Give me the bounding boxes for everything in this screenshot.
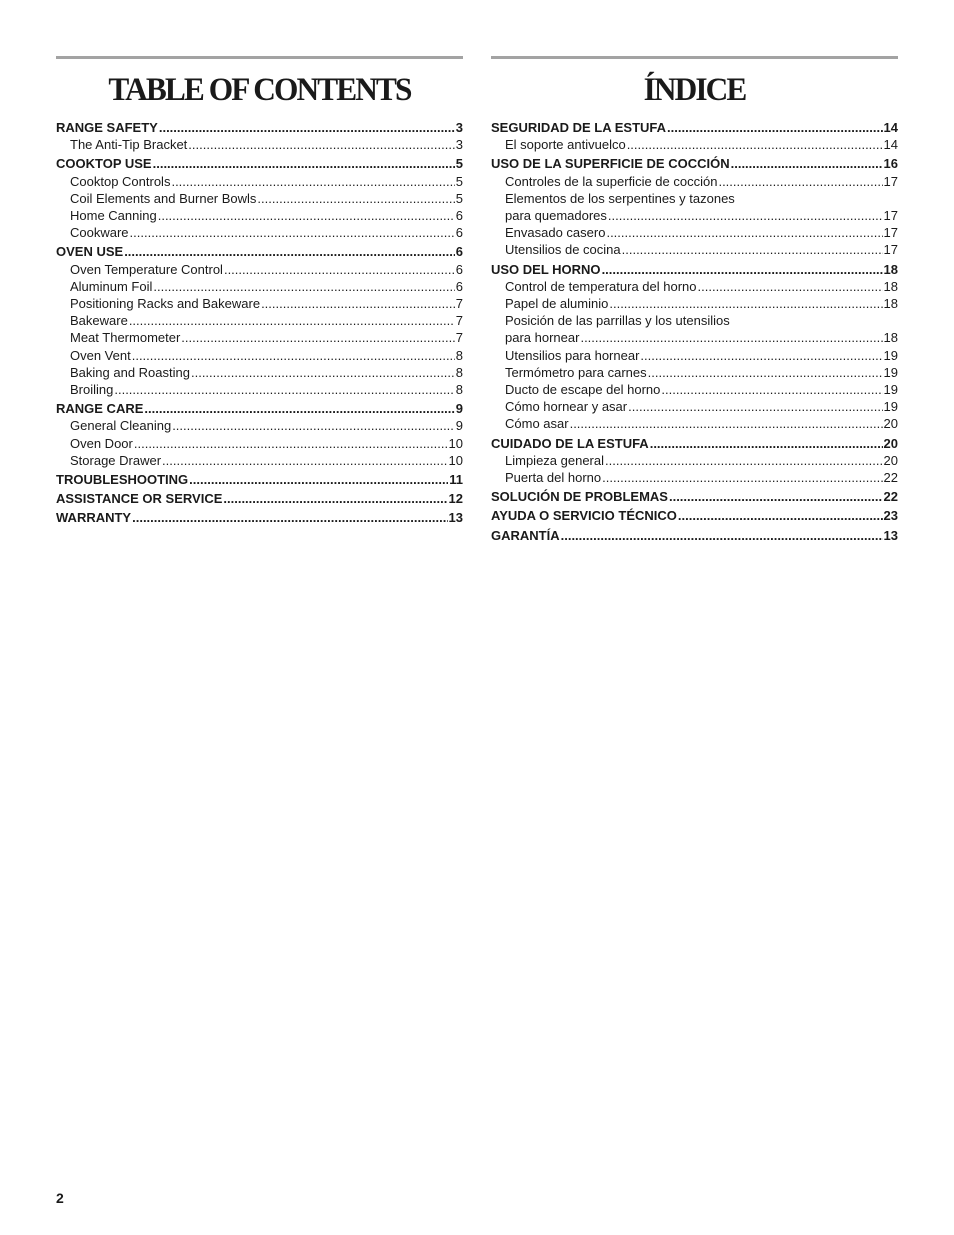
- entry-label: Oven Door: [70, 435, 133, 451]
- entry-page-number: 6: [455, 225, 463, 241]
- dot-leader: [640, 347, 882, 364]
- dot-leader: [561, 527, 883, 544]
- entry-label: Papel de aluminio: [505, 296, 609, 312]
- toc-subsection-entry[interactable]: [56, 207, 463, 224]
- toc-section-entry[interactable]: [56, 471, 463, 488]
- entry-page-number: 19: [883, 364, 898, 380]
- entry-label: Cómo hornear y asar: [505, 399, 628, 415]
- toc-subsection-entry[interactable]: [56, 435, 463, 452]
- toc-entry-label-line: Elementos de los serpentines y tazones: [505, 190, 735, 206]
- entry-label: para hornear: [505, 330, 580, 346]
- dot-leader: [144, 400, 454, 417]
- dot-leader: [171, 173, 454, 190]
- dot-leader: [129, 312, 455, 329]
- entry-page-number: 6: [455, 244, 463, 260]
- entry-label: Cookware: [70, 225, 129, 241]
- entry-label: SOLUCIÓN DE PROBLEMAS: [491, 489, 668, 505]
- toc-subsection-entry[interactable]: [491, 398, 898, 415]
- toc-section-entry[interactable]: [56, 243, 463, 260]
- dot-leader: [114, 381, 454, 398]
- dot-leader: [602, 261, 883, 278]
- entry-label: Oven Temperature Control: [70, 261, 223, 277]
- page-number: 2: [56, 1190, 64, 1206]
- entry-page-number: 13: [883, 527, 898, 543]
- entry-page-number: 6: [455, 278, 463, 294]
- entry-page-number: 5: [455, 190, 463, 206]
- entry-page-number: 11: [449, 472, 463, 488]
- entry-label: Limpieza general: [505, 452, 605, 468]
- entry-label: Positioning Racks and Bakeware: [70, 296, 261, 312]
- toc-english: [56, 56, 463, 527]
- toc-subsection-entry[interactable]: [491, 469, 898, 486]
- toc-subsection-entry[interactable]: [56, 329, 463, 346]
- toc-subsection-entry[interactable]: [56, 278, 463, 295]
- entry-page-number: 18: [883, 330, 898, 346]
- entry-page-number: 17: [883, 173, 898, 189]
- toc-entry-label-line: Posición de las parrillas y los utensilios: [505, 313, 730, 329]
- entry-page-number: 10: [448, 452, 463, 468]
- entry-label: Cómo asar: [505, 416, 569, 432]
- dot-leader: [678, 507, 883, 524]
- dot-leader: [718, 173, 882, 190]
- toc-subsection-entry[interactable]: [56, 312, 463, 329]
- dot-leader: [153, 155, 455, 172]
- toc-subsection-entry[interactable]: [56, 417, 463, 434]
- entry-label: RANGE SAFETY: [56, 120, 158, 135]
- entry-label: RANGE CARE: [56, 401, 144, 417]
- dot-leader: [153, 278, 454, 295]
- dot-leader: [608, 207, 883, 224]
- toc-section-entry[interactable]: [56, 400, 463, 417]
- toc-subsection-entry[interactable]: [491, 224, 898, 241]
- entry-label: The Anti-Tip Bracket: [70, 137, 188, 153]
- entry-page-number: 17: [883, 208, 898, 224]
- dot-leader: [669, 488, 883, 505]
- dot-leader: [158, 207, 455, 224]
- entry-label: SEGURIDAD DE LA ESTUFA: [491, 120, 667, 135]
- dot-leader: [622, 241, 883, 258]
- entry-label: Oven Vent: [70, 347, 131, 363]
- entry-page-number: 7: [455, 330, 463, 346]
- dot-leader: [181, 329, 454, 346]
- dot-leader: [159, 119, 455, 136]
- dot-leader: [602, 469, 882, 486]
- dot-leader: [609, 295, 882, 312]
- toc-subsection-entry[interactable]: [491, 136, 898, 153]
- entry-page-number: 18: [883, 261, 898, 277]
- entry-label: Storage Drawer: [70, 452, 162, 468]
- entry-label: Baking and Roasting: [70, 364, 190, 380]
- entry-page-number: 5: [455, 173, 463, 189]
- toc-subsection-entry[interactable]: [56, 364, 463, 381]
- entry-page-number: 10: [448, 435, 463, 451]
- toc-section-entry[interactable]: [56, 155, 463, 172]
- entry-page-number: 23: [883, 508, 898, 524]
- entry-label: Aluminum Foil: [70, 278, 153, 294]
- dot-leader: [223, 490, 447, 507]
- entry-label: Cooktop Controls: [70, 173, 171, 189]
- entry-label: AYUDA O SERVICIO TÉCNICO: [491, 508, 677, 524]
- entry-label: WARRANTY: [56, 510, 132, 526]
- entry-page-number: 7: [455, 313, 463, 329]
- toc-subsection-entry[interactable]: [491, 347, 898, 364]
- entry-page-number: 16: [883, 156, 898, 172]
- toc-subsection-entry[interactable]: [56, 347, 463, 364]
- dot-leader: [224, 261, 455, 278]
- entry-page-number: 13: [448, 510, 463, 526]
- dot-leader: [189, 471, 448, 488]
- entry-page-number: 3: [455, 120, 463, 135]
- entry-page-number: 22: [883, 470, 898, 486]
- toc-section-entry[interactable]: [491, 261, 898, 278]
- dot-leader: [261, 295, 455, 312]
- entry-page-number: 14: [883, 120, 898, 135]
- dot-leader: [667, 119, 883, 136]
- toc-section-entry[interactable]: [491, 507, 898, 524]
- entry-page-number: 22: [883, 489, 898, 505]
- indice-title: ÍNDICE: [643, 72, 746, 108]
- entry-page-number: 18: [883, 278, 898, 294]
- dot-leader: [580, 329, 882, 346]
- entry-label: USO DEL HORNO: [491, 261, 601, 277]
- entry-label: Utensilios de cocina: [505, 242, 621, 258]
- toc-title: TABLE OF CONTENTS: [108, 72, 411, 108]
- entry-label: GARANTÍA: [491, 527, 560, 543]
- dot-leader: [257, 190, 454, 207]
- dot-leader: [650, 435, 883, 452]
- entry-label: General Cleaning: [70, 418, 172, 434]
- entry-page-number: 3: [455, 137, 463, 153]
- entry-label: Bakeware: [70, 313, 128, 329]
- entry-label: para quemadores: [505, 208, 607, 224]
- entry-label: Meat Thermometer: [70, 330, 181, 346]
- entry-label: Termómetro para carnes: [505, 364, 647, 380]
- dot-leader: [162, 452, 447, 469]
- entry-label: COOKTOP USE: [56, 156, 152, 172]
- entry-page-number: 20: [883, 452, 898, 468]
- top-rule: [56, 56, 463, 59]
- toc-subsection-entry[interactable]: [491, 173, 898, 190]
- toc-section-entry[interactable]: [56, 119, 463, 136]
- dot-leader: [628, 398, 882, 415]
- entry-page-number: 20: [883, 416, 898, 432]
- toc-section-entry[interactable]: [491, 155, 898, 172]
- toc-section-entry[interactable]: [56, 490, 463, 507]
- entry-page-number: 9: [455, 401, 463, 417]
- entry-label: Home Canning: [70, 208, 157, 224]
- dot-leader: [570, 415, 883, 432]
- dot-leader: [648, 364, 883, 381]
- dot-leader: [132, 347, 455, 364]
- entry-page-number: 8: [455, 347, 463, 363]
- entry-label: OVEN USE: [56, 244, 124, 260]
- entry-page-number: 19: [883, 382, 898, 398]
- dot-leader: [132, 509, 447, 526]
- dot-leader: [172, 417, 455, 434]
- toc-subsection-entry[interactable]: [491, 278, 898, 295]
- toc-section-entry[interactable]: [491, 527, 898, 544]
- entry-label: CUIDADO DE LA ESTUFA: [491, 435, 649, 451]
- entry-page-number: 5: [455, 156, 463, 172]
- entry-label: Coil Elements and Burner Bowls: [70, 190, 257, 206]
- entry-page-number: 17: [883, 225, 898, 241]
- dot-leader: [627, 136, 883, 153]
- entry-label: El soporte antivuelco: [505, 137, 626, 153]
- toc-subsection-entry[interactable]: [491, 295, 898, 312]
- entry-page-number: 8: [455, 382, 463, 398]
- dot-leader: [130, 224, 455, 241]
- toc-section-entry[interactable]: [56, 509, 463, 526]
- toc-subsection-entry[interactable]: [56, 190, 463, 207]
- top-rule: [491, 56, 898, 59]
- entry-label: Broiling: [70, 382, 114, 398]
- entry-page-number: 18: [883, 296, 898, 312]
- toc-subsection-entry[interactable]: [491, 241, 898, 258]
- dot-leader: [124, 243, 455, 260]
- toc-subsection-entry[interactable]: [56, 136, 463, 153]
- entry-page-number: 14: [883, 137, 898, 153]
- entry-label: Ducto de escape del horno: [505, 382, 661, 398]
- dot-leader: [698, 278, 883, 295]
- toc-section-entry[interactable]: [491, 435, 898, 452]
- entry-page-number: 7: [455, 296, 463, 312]
- entry-page-number: 6: [455, 208, 463, 224]
- entry-label: Controles de la superficie de cocción: [505, 173, 718, 189]
- toc-subsection-entry[interactable]: [491, 452, 898, 469]
- dot-leader: [191, 364, 455, 381]
- toc-subsection-entry[interactable]: [491, 364, 898, 381]
- entry-label: ASSISTANCE OR SERVICE: [56, 491, 223, 507]
- toc-subsection-entry[interactable]: [491, 381, 898, 398]
- toc-section-entry[interactable]: [491, 488, 898, 505]
- entry-label: Control de temperatura del horno: [505, 278, 697, 294]
- dot-leader: [661, 381, 882, 398]
- toc-subsection-entry[interactable]: [56, 295, 463, 312]
- entry-label: Puerta del horno: [505, 470, 602, 486]
- toc-subsection-entry[interactable]: [491, 207, 898, 224]
- dot-leader: [606, 224, 882, 241]
- entry-page-number: 8: [455, 364, 463, 380]
- entry-label: TROUBLESHOOTING: [56, 472, 189, 488]
- dot-leader: [605, 452, 883, 469]
- toc-subsection-entry[interactable]: [56, 381, 463, 398]
- entry-page-number: 6: [455, 261, 463, 277]
- toc-entries: [56, 119, 463, 527]
- toc-section-entry[interactable]: [491, 119, 898, 136]
- toc-spanish: [491, 56, 898, 544]
- entry-page-number: 12: [448, 491, 463, 507]
- dot-leader: [188, 136, 454, 153]
- entry-label: USO DE LA SUPERFICIE DE COCCIÓN: [491, 156, 730, 172]
- entry-page-number: 9: [455, 418, 463, 434]
- entry-label: Envasado casero: [505, 225, 606, 241]
- toc-subsection-entry[interactable]: [491, 415, 898, 432]
- dot-leader: [134, 435, 448, 452]
- toc-subsection-entry[interactable]: [56, 173, 463, 190]
- entry-page-number: 17: [883, 242, 898, 258]
- entry-label: Utensilios para hornear: [505, 347, 640, 363]
- toc-subsection-entry[interactable]: [56, 261, 463, 278]
- toc-subsection-entry[interactable]: [56, 452, 463, 469]
- indice-entries: [491, 119, 898, 544]
- entry-page-number: 20: [883, 435, 898, 451]
- dot-leader: [731, 155, 883, 172]
- entry-page-number: 19: [883, 399, 898, 415]
- toc-subsection-entry[interactable]: [56, 224, 463, 241]
- entry-page-number: 19: [883, 347, 898, 363]
- toc-subsection-entry[interactable]: [491, 329, 898, 346]
